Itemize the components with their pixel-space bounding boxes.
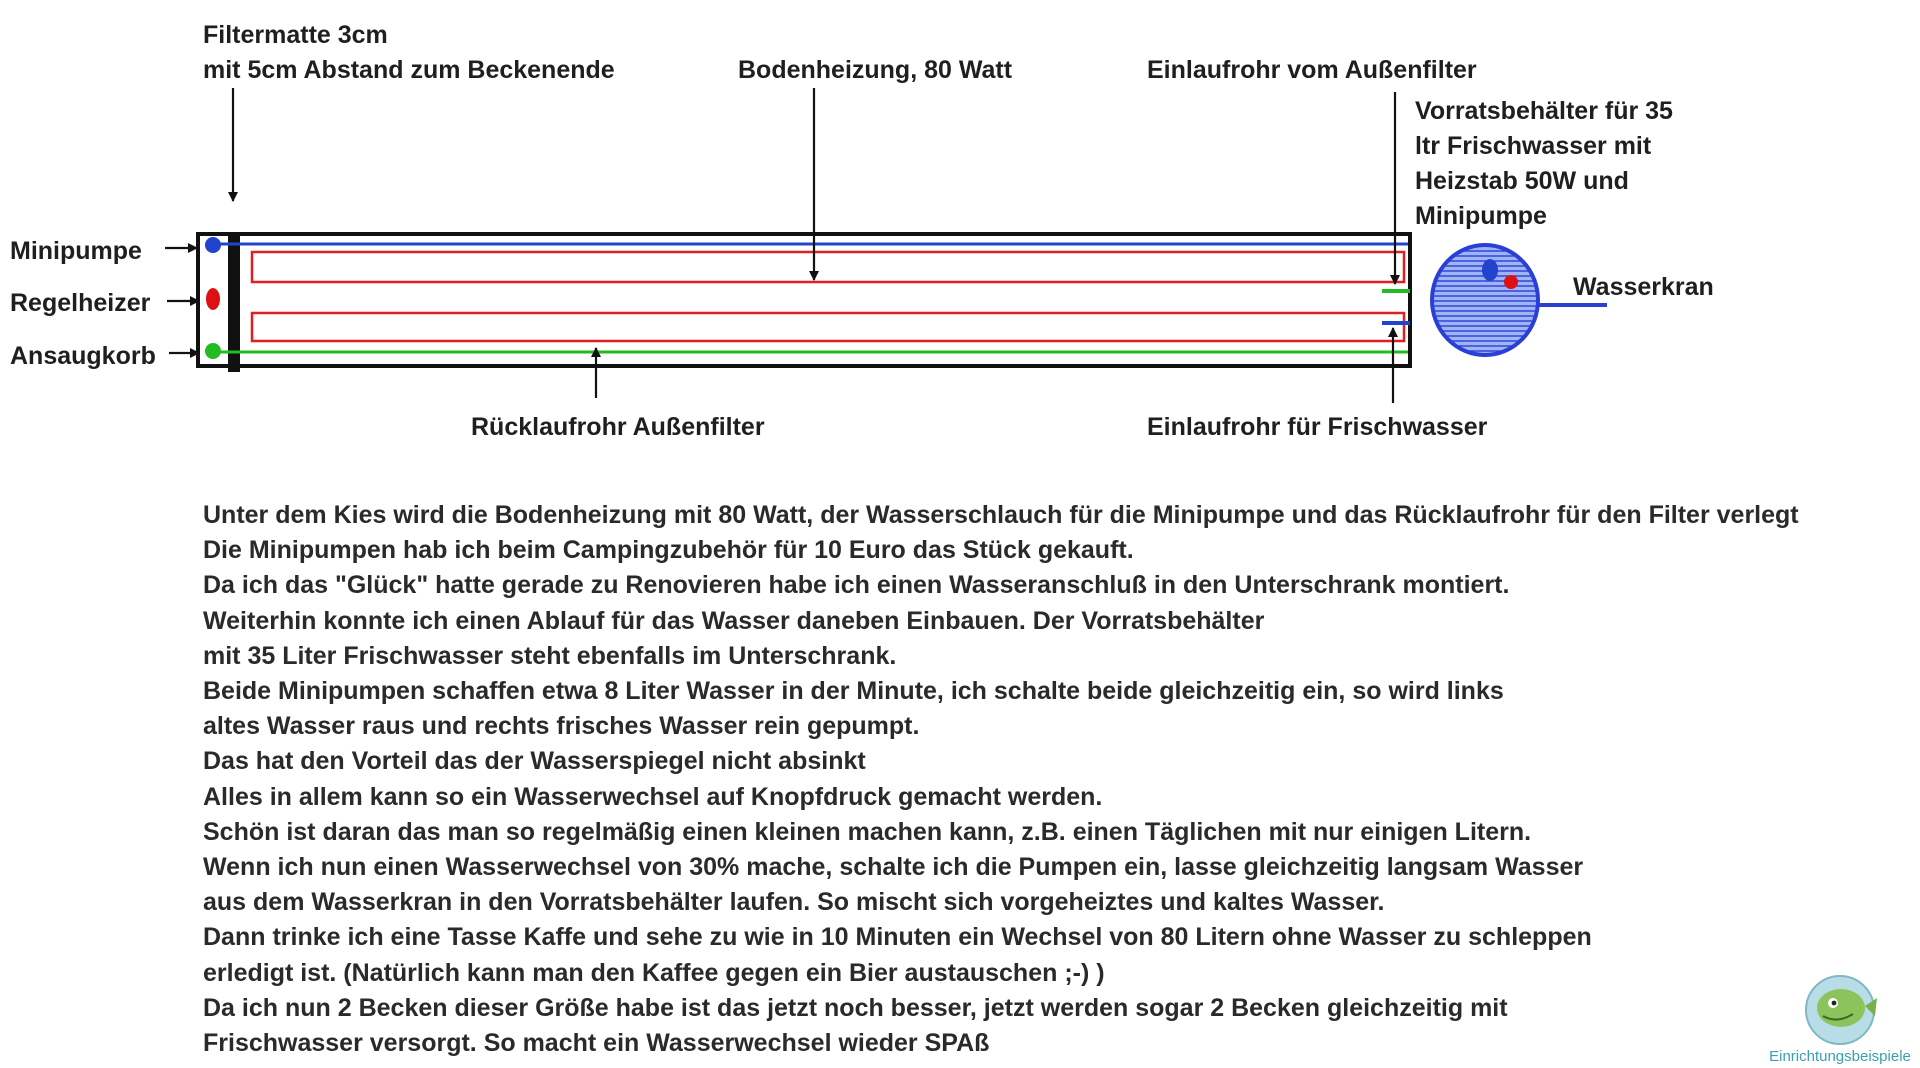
label-wasserkran: Wasserkran: [1573, 273, 1714, 301]
label-vorrat-line4: Minipumpe: [1415, 202, 1547, 230]
description-line: Alles in allem kann so ein Wasserwechsel auf Knopfdruck gemacht werden.: [203, 782, 1103, 811]
reservoir-minipump: [1482, 259, 1498, 281]
description-line: Wenn ich nun einen Wasserwechsel von 30% mache, schalte ich die Pumpen ein, lasse gleichzeitig langsam Wasser: [203, 853, 1584, 882]
reservoir-heater: [1504, 275, 1518, 289]
label-regelheizer: Regelheizer: [10, 289, 151, 317]
intake-basket-dot: [205, 343, 221, 359]
label-filtermatte-line2: mit 5cm Abstand zum Beckenende: [203, 56, 615, 84]
label-einlaufrohr-aussenfilter: Einlaufrohr vom Außenfilter: [1147, 56, 1477, 84]
description-line: aus dem Wasserkran in den Vorratsbehälter laufen. So mischt sich vorgeheiztes und kaltes Wasser.: [203, 888, 1385, 917]
description-line: Weiterhin konnte ich einen Ablauf für das Wasser daneben Einbauen. Der Vorratsbehälter: [203, 606, 1265, 635]
aquarium-diagram: [0, 0, 1920, 470]
site-logo: [1765, 970, 1915, 1065]
description-line: mit 35 Liter Frischwasser steht ebenfalls im Unterschrank.: [203, 641, 897, 670]
description-line: Da ich nun 2 Becken dieser Größe habe ist das jetzt noch besser, jetzt werden sogar 2 Becken gleichzeitig mit: [203, 993, 1508, 1022]
description-text: [203, 498, 1913, 1061]
label-ansaugkorb: Ansaugkorb: [10, 342, 156, 370]
minipump-dot: [205, 237, 221, 253]
fish-mascot-icon: [1765, 970, 1915, 1048]
description-line: Unter dem Kies wird die Bodenheizung mit 80 Watt, der Wasserschlauch für die Minipumpe und das Rücklaufrohr für den Filter verlegt: [203, 501, 1799, 529]
description-line: altes Wasser raus und rechts frisches Wasser rein gepumpt.: [203, 712, 920, 741]
description-line: Das hat den Vorteil das der Wasserspiegel nicht absinkt: [203, 747, 866, 776]
label-bodenheizung: Bodenheizung, 80 Watt: [738, 56, 1013, 84]
logo-text: Einrichtungsbeispiele: [1769, 1048, 1911, 1065]
label-minipumpe: Minipumpe: [10, 237, 142, 265]
aquarium-tank: [198, 234, 1410, 366]
label-ruecklaufrohr: Rücklaufrohr Außenfilter: [471, 413, 765, 441]
label-filtermatte-line1: Filtermatte 3cm: [203, 21, 388, 49]
description-line: Beide Minipumpen schaffen etwa 8 Liter Wasser in der Minute, ich schalte beide gleichzeitig ein, so wird links: [203, 677, 1504, 706]
heater-dot: [206, 288, 220, 310]
label-einlaufrohr-frischwasser: Einlaufrohr für Frischwasser: [1147, 413, 1488, 441]
label-vorrat-line2: ltr Frischwasser mit: [1415, 132, 1652, 160]
description-line: Frischwasser versorgt. So macht ein Wasserwechsel wieder SPAß: [203, 1029, 990, 1058]
description-line: erledigt ist. (Natürlich kann man den Kaffee gegen ein Bier austauschen ;-) ): [203, 958, 1105, 987]
description-line: Da ich das "Glück" hatte gerade zu Renovieren habe ich einen Wasseranschluß in den Unterschrank montiert.: [203, 571, 1510, 600]
description-line: Schön ist daran das man so regelmäßig einen kleinen machen kann, z.B. einen Täglichen mit nur einigen Litern.: [203, 817, 1532, 846]
label-vorrat-line3: Heizstab 50W und: [1415, 167, 1629, 195]
description-line: Die Minipumpen hab ich beim Campingzubehör für 10 Euro das Stück gekauft.: [203, 536, 1134, 565]
description-line: Dann trinke ich eine Tasse Kaffe und sehe zu wie in 10 Minuten ein Wechsel von 80 Litern ohne Wasser zu schleppen: [203, 923, 1592, 952]
label-vorrat-line1: Vorratsbehälter für 35: [1415, 97, 1673, 125]
